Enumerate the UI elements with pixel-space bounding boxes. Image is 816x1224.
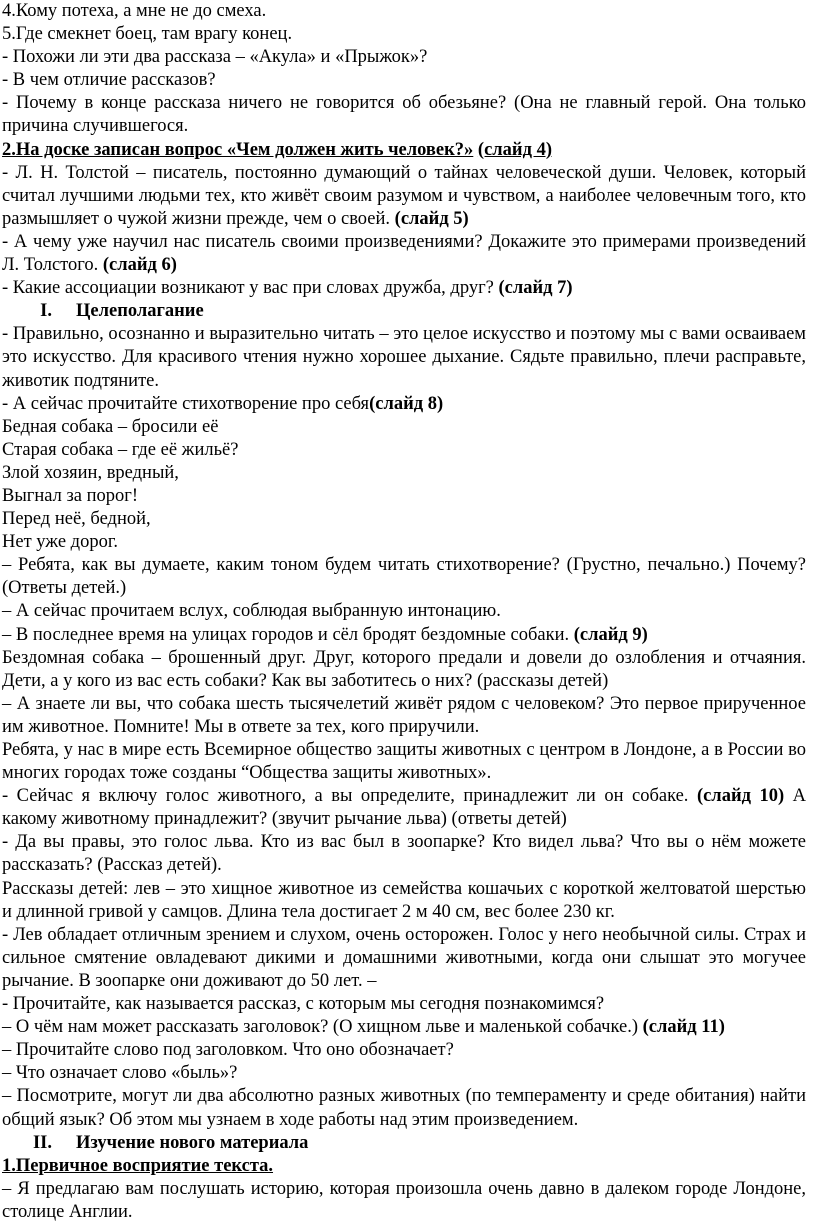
common-language-paragraph: – Посмотрите, могут ли два абсолютно разных животных (по темпераменту и среде обитания) найти общий язык? Об этом мы узнаем в ходе работы над этим произведением. (2, 1086, 806, 1130)
slide-7-label: (слайд 7) (498, 278, 573, 299)
question-similar: - Похожи ли эти два рассказа – «Акула» и «Прыжок»? (2, 47, 428, 68)
story-title-question: - Прочитайте, как называется рассказ, с которым мы сегодня познакомимся? (2, 994, 605, 1015)
slide-6-label: (слайд 6) (102, 255, 177, 276)
subsection-title: 1.Первичное восприятие текста. (2, 1155, 274, 1176)
poem-line: Выгнал за порог! (2, 485, 139, 506)
board-question-text: 2.На доске записан вопрос «Чем должен жить человек?» (2, 139, 474, 160)
read-poem-instruction (2, 393, 806, 416)
read-aloud-instruction: – А сейчас прочитаем вслух, соблюдая выбранную интонацию. (2, 601, 501, 622)
slide-5-label: (слайд 5) (394, 208, 469, 229)
board-question (2, 139, 806, 162)
abandoned-friend-paragraph: Бездомная собака – брошенный друг. Друг, которого предали и довели до озлобления и отчаяния. Дети, а у кого из вас есть собаки? Как вы заботитесь о них? (рассказы детей) (2, 647, 806, 691)
section-number: II. (32, 1132, 52, 1153)
poem-line: Бедная собака – бросили её (2, 416, 219, 437)
slide-10-label: (слайд 10) (696, 786, 785, 807)
slide-9-label: (слайд 9) (573, 624, 648, 645)
lion-senses-paragraph: - Лев обладает отличным зрением и слухом, очень осторожен. Голос у него необычной силы. Страх и сильное смятение овладевают дикими и домашними животными, когда они слышат это могучее рычание. В зоопарке они доживают до 50 лет. – (2, 924, 806, 991)
animal-voice-text-cont: А какому животному принадлежит? (звучит рычание льва) (ответы детей) (2, 786, 806, 830)
section-number: I. (40, 301, 52, 322)
lion-voice-paragraph: - Да вы правы, это голос льва. Кто из вас был в зоопарке? Кто видел льва? Что вы о нём можете рассказать? (Рассказ детей). (2, 832, 806, 876)
stray-dogs-text: – В последнее время на улицах городов и сёл бродят бездомные собаки. (2, 624, 570, 645)
dog-history-paragraph: – А знаете ли вы, что собака шесть тысячелетий живёт рядом с человеком? Это первое прирученное им животное. Помните! Мы в ответе за тех, кого приручили. (2, 693, 806, 737)
question-difference: - В чем отличие рассказов? (2, 70, 216, 91)
stray-dogs-paragraph (2, 624, 806, 647)
title-meaning-text: – О чём нам может рассказать заголовок? (О хищном льве и маленькой собачке.) (2, 1017, 638, 1038)
section-heading-new-material (2, 1132, 806, 1155)
subtitle-question: – Прочитайте слово под заголовком. Что оно обозначает? (2, 1040, 454, 1061)
read-poem-text: - А сейчас прочитайте стихотворение про себя (2, 393, 370, 414)
tone-question: – Ребята, как вы думаете, каким тоном будем читать стихотворение? (Грустно, печально.) Почему? (Ответы детей.) (2, 555, 806, 599)
tolstoy-paragraph (2, 162, 806, 231)
associations-paragraph (2, 277, 806, 300)
tolstoy-text: - Л. Н. Толстой – писатель, постоянно думающий о тайнах человеческой души. Человек, который считал лучшими людьми тех, кто живёт своим разумом и чувством, а наиболее человечным того, кто размышляет о чужой жизни прежде, чем о своей. (2, 162, 806, 229)
byl-question: – Что означает слово «быль»? (2, 1063, 238, 1084)
lion-description-paragraph: Рассказы детей: лев – это хищное животное из семейства кошачьих с короткой желтоватой шерстью и длинной гривой у самцов. Длина тела достигает 2 м 40 см, вес более 230 кг. (2, 878, 806, 922)
proverb-4: 4.Кому потеха, а мне не до смеха. (2, 1, 267, 21)
associations-text: - Какие ассоциации возникают у вас при словах дружба, друг? (2, 278, 494, 299)
slide-11-label: (слайд 11) (642, 1017, 725, 1038)
title-meaning-paragraph (2, 1016, 806, 1039)
animal-voice-text: - Сейчас я включу голос животного, а вы определите, принадлежит ли он собаке. (2, 786, 689, 807)
poem-line: Перед неё, бедной, (2, 509, 151, 530)
section-heading-goal (2, 300, 806, 323)
question-monkey: - Почему в конце рассказа ничего не говорится об обезьяне? (Она не главный герой. Она только причина случившегося. (2, 93, 806, 137)
poem-line: Злой хозяин, вредный, (2, 462, 179, 483)
slide-4-label: (слайд 4) (477, 139, 552, 160)
proverb-5: 5.Где смекнет боец, там врагу конец. (2, 24, 293, 45)
poem-line: Старая собака – где её жильё? (2, 439, 239, 460)
reading-art-paragraph: - Правильно, осознанно и выразительно читать – это целое искусство и поэтому мы с вами осваиваем это искусство. Для красивого чтения нужно хорошее дыхание. Сядьте правильно, плечи расправьте, животик подтяните. (2, 324, 806, 391)
london-story-paragraph: – Я предлагаю вам послушать историю, которая произошла очень давно в далеком городе Лондоне, столице Англии. (2, 1178, 806, 1222)
section-title: Целеполагание (76, 301, 204, 322)
writer-taught-paragraph (2, 231, 806, 277)
subsection-heading (2, 1155, 806, 1178)
slide-8-label: (слайд 8) (369, 393, 444, 414)
poem-line: Нет уже дорог. (2, 532, 118, 553)
protection-society-paragraph: Ребята, у нас в мире есть Всемирное общество защиты животных с центром в Лондоне, а в России во многих городах тоже созданы “Общества защиты животных». (2, 740, 806, 784)
animal-voice-paragraph (2, 785, 806, 831)
section-title: Изучение нового материала (76, 1132, 309, 1153)
writer-taught-text: - А чему уже научил нас писатель своими произведениями? Докажите это примерами произведений Л. Толстого. (2, 231, 806, 276)
